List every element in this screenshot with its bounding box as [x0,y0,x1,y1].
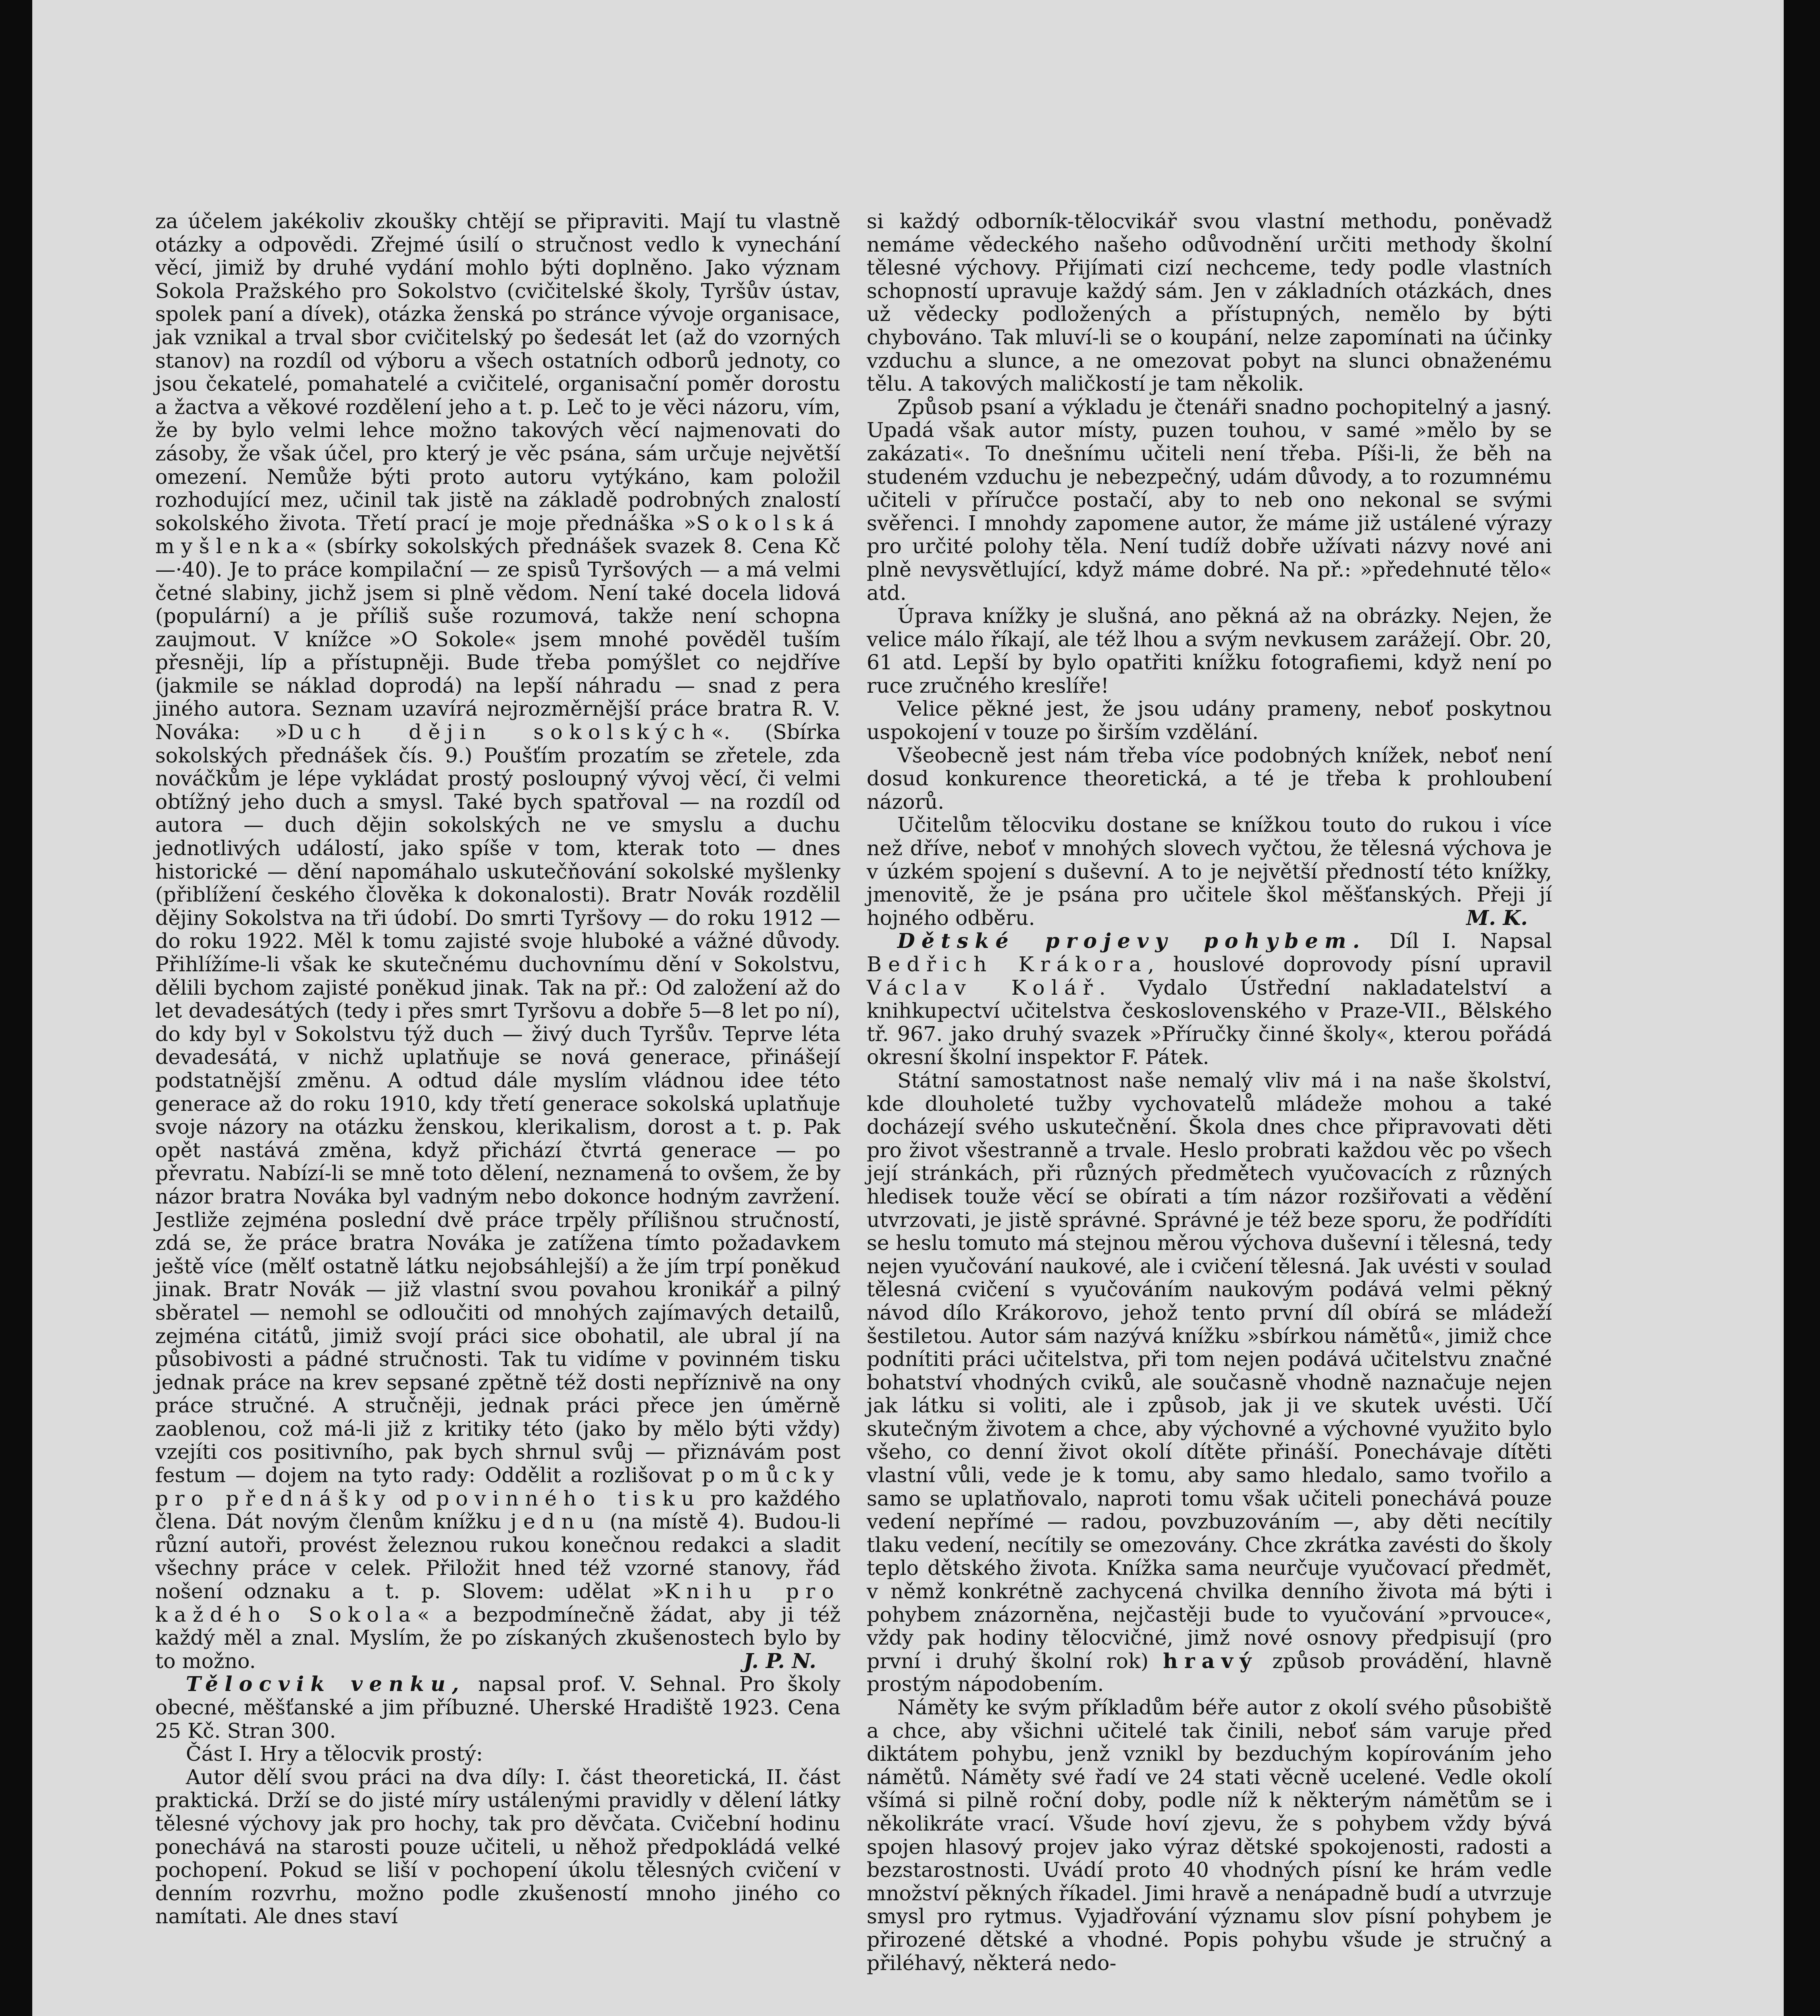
text-run: « a bezpodmínečně žádat, aby ji též každý měl a znal. Myslím, že po získaných zkušenostech bylo by to možno. [155,1602,840,1673]
body-paragraph: Způsob psaní a výkladu je čtenáři snadno pochopitelný a jasný. Upadá však autor místy, puzen touhou, v samé »mělo by se zakázati«. To dnešnímu učiteli není třeba. Píši-li, že běh na studeném vzduchu je nebezpečný, udám důvody, a to rozumnému učiteli v příručce postačí, aby to neb ono nekonal se svými svěřenci. I mnohdy zapomene autor, že máme již ustálené výrazy pro určité polohy těla. Není tudíž dobře užívati názvy nové ani plně nevysvětlující, když máme dobré. Na př.: »předehnuté tělo« atd. [867,395,1552,605]
review-signature: M. K. [1466,906,1528,930]
spaced-title: Duch dějin sokolských [287,720,711,744]
body-paragraph: Náměty ke svým příkladům béře autor z okolí svého působiště a chce, aby všichni učitelé tak činili, neboť sám varuje před diktátem pohybu, jenž vznikl by bezduchým kopírováním jeho námětů. Náměty své řadí ve 24 stati věcně ucelené. Vedle okolí všímá si pilně roční doby, podle níž k některým námětům se i několikráte vrací. Všude hoví zjevu, že s pohybem vždy bývá spojen hlasový projev jako výraz dětské spokojenosti, radosti a bezstarostnosti. Uvádí proto 40 vhodných písní ke hrám vedle množství pěkných říkadel. Jimi hravě a nenápadně budí a utvrzuje smysl pro rytmus. Vyjadřování významu slov písní pohybem je přirozené dětské a vhodné. Popis pohybu všude je stručný a přiléhavý, některá nedo- [867,1695,1552,1975]
text-run: za účelem jakékoliv zkoušky chtějí se připraviti. Mají tu vlastně otázky a odpovědi. Zřejmé úsilí o stručnost vedlo k vynechání věcí, jimiž by druhé vydání mohlo býti doplněno. Jako význam Sokola Pražského pro Sokolstvo (cvičitelské školy, Tyršův ústav, spolek paní a dívek), otázka ženská po stránce vývoje organisace, jak vznikal a trval sbor cvičitelský po šedesát let (až do vzorných stanov) na rozdíl od výboru a všech ostatních odborů jednoty, co jsou čekatelé, pomahatelé a cvičitelé, organisační poměr dorostu a žactva a věkové rozdělení jeho a t. p. Leč to je věci názoru, vím, že by bylo velmi lehce možno takových věcí najmenovati do zásoby, že však účel, pro který je věc psána, sám určuje největší omezení. Nemůže býti proto autoru vytýkáno, kam položil rozhodující mez, učinil tak jistě na základě podrobných znalostí sokolského života. Třetí prací je moje přednáška » [155,209,840,535]
text-run: . Vydalo Ústřední nakladatelství a knihkupectví učitelstva československého v Praze-VII., Bělského tř. 967. jako druhý svazek »Příručky činné školy«, kterou pořádá okresní školní inspektor F. Pátek. [867,975,1552,1069]
review-heading-paragraph [155,1672,840,1742]
scan-border-left [0,0,32,2016]
text-run: Díl I. Napsal [1366,929,1552,953]
review-heading-paragraph [867,929,1552,1069]
text-run: « (sbírky sokolských přednášek svazek 8. Cena Kč —·40). Je to práce kompilační — ze spisů Tyršových — a má velmi četné slabiny, jichž jsem si plně vědom. Není také docela lidová (populární) a je příliš suše rozumová, takže není schopna zaujmout. V knížce »O Sokole« jsem mnohé pověděl tuším přesněji, líp a přístupněji. Bude třeba pomýšlet co nejdříve (jakmile se náklad doprodá) na lepší náhradu — snad z pera jiného autora. Seznam uzavírá nejrozměrnější práce bratra R. V. Nováka: » [155,534,840,744]
text-run: Učitelům tělocviku dostane se knížkou touto do rukou i více než dříve, neboť v mnohých slovech vyčtou, že tělesná výchova je v úzkém spojení s duševní. A to je největší předností této knížky, jmenovitě, že je psána pro učitele škol měšťanských. Přeji jí hojného odběru. [867,813,1552,930]
author-name: Václav Kolář [867,975,1099,1000]
book-title: Tělocvik venku, [186,1672,466,1696]
book-title: Dětské projevy pohybem. [897,929,1367,953]
text-run: napsal prof. V. Sehnal. Pro školy obecné, měšťanské a jim příbuzné. Uherské Hradiště 1923. Cena 25 Kč. Stran 300. [155,1672,840,1743]
scan-border-right [1784,0,1820,2016]
review-continuation-paragraph [155,210,840,1672]
body-paragraph [867,813,1552,929]
right-column [867,210,1552,1974]
body-paragraph: Úprava knížky je slušná, ano pěkná až na obrázky. Nejen, že velice málo říkají, ale též lhou a svým nevkusem zarážejí. Obr. 20, 61 atd. Lepší by bylo opatřiti knížku fotografiemi, když není po ruce zručného kreslíře! [867,604,1552,698]
text-run: «. (Sbírka sokolských přednášek čís. 9.) Poušťím prozatím se zřetele, zda nováčkům je lépe vykládat prostý posloupný vývoj věcí, či velmi obtížný jeho duch a smysl. Také bych spatřoval — na rozdíl od autora — duch dějin sokolských ne ve smyslu a duchu jednotlivých událostí, jako spíše v tom, kterak toto — dnes historické — dění napomáhalo uskutečňování sokolské myšlenky (přiblížení českého člověka k dokonalosti). Bratr Novák rozdělil dějiny Sokolstva na tři údobí. Do smrti Tyršovy — do roku 1912 — do roku 1922. Měl k tomu zajisté svoje hluboké a vážné důvody. Přihlížíme-li však ke skutečnému duchovnímu dění v Sokolstvu, dělili bychom zajisté poněkud jinak. Tak na př.: Od založení až do let devadesátých (tedy i přes smrt Tyršovu a dobře 5—8 let po ní), do kdy byl v Sokolstvu týž duch — živý duch Tyršův. Teprve léta devadesátá, v nichž uplatňuje se nová generace, přinášejí podstatnější změnu. A odtud dále myslím vládnou idee této generace až do roku 1910, kdy třetí generace sokolská uplatňuje svoje názory na otázku ženskou, klerikalism, dorost a t. p. Pak opět nastává změna, když přichází čtvrtá generace — po převratu. Nabízí-li se mně toto dělení, neznamená to ovšem, že by názor bratra Nováka byl vadným nebo dokonce hodným zavržení. Jestliže zejména poslední dvě práce trpěly přílišnou stručností, zdá se, že práce bratra Nováka je zatížena tímto požadavkem ještě více (mělť ostatně látku nejobsáhlejší) a že jím trpí poněkud jinak. Bratr Novák — již vlastní svou povahou kronikář a pilný sběratel — nemohl se odloučiti od mnohých zajímavých detailů, zejména citátů, jimiž svojí práci sice obohatil, ale ubral jí na působivosti a pádné stručnosti. Tak tu vidíme v povinném tisku jednak práce na krev sepsané zpětně též dosti nepříznivě na ony práce stručné. A stručněji, jednak práci přece jen úměrně zaoblenou, což má-li již z kritiky této (jako by mělo býti vždy) vzejíti cos positivního, pak bych shrnul svůj — přiznávám post festum — dojem na tyto rady: Oddělit a rozlišovat [155,720,840,1487]
body-paragraph [867,1069,1552,1696]
spaced-phrase: Knihu pro každého Sokola [155,1579,840,1627]
body-paragraph: si každý odborník-tělocvikář svou vlastní methodu, poněvadž nemáme vědeckého našeho odůvodnění určiti methody školní tělesné výchovy. Přijímati cizí nechceme, tedy podle vlastních schopností upravuje každý sám. Jen v základních otázkách, dnes už vědecky podložených a přístupných, nemělo by býti chybováno. Tak mluví-li se o koupání, nelze zapomínati na účinky vzduchu a slunce, a ne omezovat pobyt na slunci obnaženému tělu. A takových maličkostí je tam několik. [867,209,1552,396]
body-paragraph: Velice pěkné jest, že jsou udány prameny, neboť poskytnou uspokojení v touze po širším vzdělání. [867,697,1552,744]
spaced-phrase: pomůcky pro přednášky [155,1463,840,1510]
spaced-title: Sokolská myšlenka [155,511,840,558]
text-run: (na místě 4). Budou-li různí autoři, provést železnou rukou konečnou redakci a sladit všechny práce v celek. Přiložit hned též vzorné stanovy, řád nošení odznaku a t. p. Slovem: udělat » [155,1510,840,1604]
review-signature: J. P. N. [743,1649,816,1673]
left-column [155,210,840,1928]
text-run: , houslové doprovody písní upravil [1148,952,1552,976]
spaced-phrase: povinného tisku [436,1486,701,1510]
text-run: pro každého člena. Dát novým členům knížku [155,1486,840,1534]
body-paragraph: Autor dělí svou práci na dva díly: I. část theoretická, II. část praktická. Drží se do jisté míry ustálenými pravidly v dělení látky tělesné výchovy jak pro hochy, tak pro děvčata. Cvičební hodinu ponechává na starosti pouze učiteli, u něhož předpokládá velké pochopení. Pokud se liší v pochopení úkolu tělesných cvičení v denním rozvrhu, možno podle zkušeností mnoho jiného co namítati. Ale dnes staví [155,1765,840,1929]
body-paragraph: Všeobecně jest nám třeba více podobných knížek, neboť není dosud konkurence theoretická, a té je třeba k prohloubení názorů. [867,743,1552,814]
section-line: Část I. Hry a tělocvik prostý: [186,1742,483,1766]
spaced-phrase: hravý [1163,1649,1258,1673]
spaced-phrase: jednu [510,1510,601,1534]
text-run: Státní samostatnost naše nemalý vliv má i na naše školství, kde dlouholeté tužby vychovatelů mládeže mohou a také docházejí svého uskutečnění. Škola dnes chce připravovati děti pro život všestranně a trvale. Heslo probrati každou věc po všech její stránkách, při různých předmětech vyučovacích z různých hledisek touže věcí se obírati a tím názor rozšiřovati a vědění utvrzovati, je jistě správné. Správné je též beze sporu, že podřídíti se heslu tomuto má stejnou měrou výchova duševní i tělesná, tedy nejen vyučování naukové, ale i cvičení tělesná. Jak uvésti v soulad tělesná cvičení s vyučováním naukovým podává velmi pěkný návod dílo Krákorovo, jehož tento první díl obírá se mládeží šestiletou. Autor sám nazývá knížku »sbírkou námětů«, jimiž chce podnítiti práci učitelstva, při tom nejen podává učitelstvu značné bohatství vhodných cviků, ale současně vhodně naznačuje nejen jak látku si voliti, ale i způsob, jak ji ve skutek uvésti. Učí skutečným životem a chce, aby výchovné a výchovné využito bylo všeho, co denní život okolí dítěte přináší. Ponechávaje dítěti vlastní vůli, vede je k tomu, aby samo hledalo, samo tvořilo a samo se uplatňovalo, naproti tomu však učiteli ponechává pouze vedení nepřímé — radou, povzbuzováním —, aby děti necítily tlaku vedení, necítily se omezovány. Chce zkrátka zavésti do školy teplo dětského života. Knížka sama neurčuje vyučovací předmět, v němž konkrétně zachycená chvilka denního života má býti i pohybem znázorněna, nejčastěji bude to vyučování »prvouce«, vždy pak hodiny tělocvičné, jimž nové osnovy předpisují (pro první i druhý školní rok) [867,1068,1552,1673]
text-run: od [391,1486,436,1510]
author-name: Bedřich Krákora [867,952,1148,976]
text-run: způsob provádění, hlavně prostým nápodobením. [867,1649,1552,1696]
